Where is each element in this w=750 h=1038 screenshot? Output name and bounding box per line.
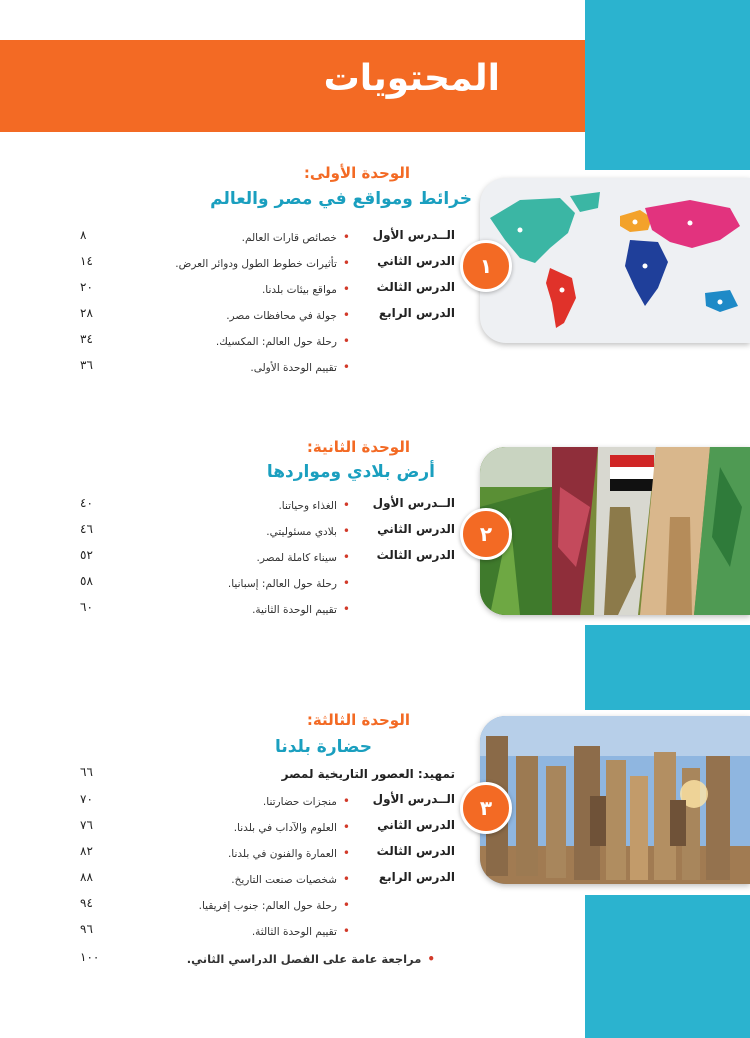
- page-number: ٤٦: [80, 522, 93, 536]
- lesson-label: الــدرس الأول: [372, 228, 455, 242]
- lesson-topic: • الغذاء وحياتنا.: [278, 498, 350, 512]
- lesson-topic: • رحلة حول العالم: المكسيك.: [216, 334, 350, 348]
- toc-row[interactable]: [0, 228, 480, 252]
- toc-row[interactable]: [0, 522, 480, 546]
- page-number: ٤٠: [80, 496, 93, 510]
- unit-2-photo-collage: [480, 447, 750, 615]
- page-number: ١٠٠: [80, 950, 100, 964]
- toc-row[interactable]: [0, 496, 480, 520]
- lesson-label: الدرس الثالث: [376, 548, 455, 562]
- unit-2-number-badge: ٢: [460, 508, 512, 560]
- page-number: ٧٦: [80, 818, 93, 832]
- page-number: ٦٦: [80, 765, 93, 779]
- page-number: ٨: [80, 228, 87, 242]
- unit-1-label: الوحدة الأولى:: [303, 164, 410, 182]
- lesson-label: الــدرس الأول: [372, 496, 455, 510]
- lesson-label: الدرس الثالث: [376, 844, 455, 858]
- lesson-topic: • تقييم الوحدة الأولى.: [250, 360, 350, 374]
- lesson-label: الــدرس الأول: [372, 792, 455, 806]
- unit-3-title: حضارة بلدنا: [274, 737, 372, 757]
- temple-illustration: [480, 716, 750, 884]
- toc-row[interactable]: [0, 254, 480, 278]
- page-number: ٣٤: [80, 332, 93, 346]
- page-header: [0, 40, 585, 132]
- lesson-topic: • تأثيرات خطوط الطول ودوائر العرض.: [175, 256, 350, 270]
- toc-row[interactable]: [0, 548, 480, 572]
- lesson-label: الدرس الثالث: [376, 280, 455, 294]
- lesson-label: الدرس الثاني: [377, 522, 455, 536]
- lesson-topic: • تقييم الوحدة الثانية.: [252, 602, 350, 616]
- page-number: ٨٨: [80, 870, 93, 884]
- lesson-label: الدرس الرابع: [378, 870, 455, 884]
- page-number: ٣٦: [80, 358, 93, 372]
- page-number: ٢٠: [80, 280, 93, 294]
- unit-1-title: خرائط ومواقع في مصر والعالم: [210, 189, 472, 209]
- decorative-teal-band-top: [585, 0, 750, 170]
- toc-row[interactable]: [0, 358, 480, 382]
- toc-row[interactable]: [0, 870, 480, 894]
- toc-row[interactable]: [0, 600, 480, 624]
- lesson-topic: • خصائص قارات العالم.: [242, 230, 350, 244]
- lesson-topic: • رحلة حول العالم: إسبانيا.: [228, 576, 350, 590]
- page-number: ٦٠: [80, 600, 93, 614]
- page-number: ٨٢: [80, 844, 93, 858]
- page-number: ٢٨: [80, 306, 93, 320]
- unit-3-label: الوحدة الثالثة:: [306, 711, 410, 729]
- unit-2-label: الوحدة الثانية:: [306, 438, 410, 456]
- unit-1-world-map-image: [480, 178, 750, 343]
- page-title: المحتويات: [323, 58, 500, 99]
- lesson-topic: • جولة في محافظات مصر.: [226, 308, 350, 322]
- toc-row[interactable]: [0, 818, 480, 842]
- toc-row[interactable]: [0, 306, 480, 330]
- lesson-topic: • شخصيات صنعت التاريخ.: [231, 872, 350, 886]
- world-map-illustration: [480, 178, 750, 343]
- lesson-label: الدرس الرابع: [378, 306, 455, 320]
- page-number: ٩٤: [80, 896, 93, 910]
- review-topic: • مراجعة عامة على الفصل الدراسي الثاني.: [187, 952, 435, 966]
- lesson-topic: • تقييم الوحدة الثالثة.: [252, 924, 350, 938]
- toc-row[interactable]: [0, 792, 480, 816]
- toc-row[interactable]: [0, 574, 480, 598]
- lesson-topic: • العمارة والفنون في بلدنا.: [228, 846, 350, 860]
- page-number: ٥٨: [80, 574, 93, 588]
- toc-intro-row[interactable]: [0, 765, 480, 789]
- lesson-topic: • سيناء كاملة لمصر.: [257, 550, 350, 564]
- lesson-topic: • مواقع بيئات بلدنا.: [262, 282, 350, 296]
- toc-row[interactable]: [0, 332, 480, 356]
- lesson-topic: • بلادي مسئوليتي.: [266, 524, 350, 538]
- page-number: ٥٢: [80, 548, 93, 562]
- toc-row[interactable]: [0, 844, 480, 868]
- toc-row[interactable]: [0, 280, 480, 304]
- toc-review-row[interactable]: [0, 950, 480, 974]
- intro-topic: تمهيد: العصور التاريخية لمصر: [281, 767, 455, 781]
- toc-row[interactable]: [0, 922, 480, 946]
- unit-2-collage-image: [480, 447, 750, 615]
- unit-1-number-badge: ١: [460, 240, 512, 292]
- unit-3-temple-image: [480, 716, 750, 884]
- toc-row[interactable]: [0, 896, 480, 920]
- unit-2-title: أرض بلادي ومواردها: [266, 462, 435, 482]
- page-number: ٩٦: [80, 922, 93, 936]
- page-number: ٧٠: [80, 792, 93, 806]
- lesson-label: الدرس الثاني: [377, 254, 455, 268]
- page-number: ١٤: [80, 254, 93, 268]
- lesson-topic: • منجزات حضارتنا.: [263, 794, 350, 808]
- lesson-label: الدرس الثاني: [377, 818, 455, 832]
- unit-3-number-badge: ٣: [460, 782, 512, 834]
- lesson-topic: • رحلة حول العالم: جنوب إفريقيا.: [199, 898, 350, 912]
- lesson-topic: • العلوم والآداب في بلدنا.: [234, 820, 350, 834]
